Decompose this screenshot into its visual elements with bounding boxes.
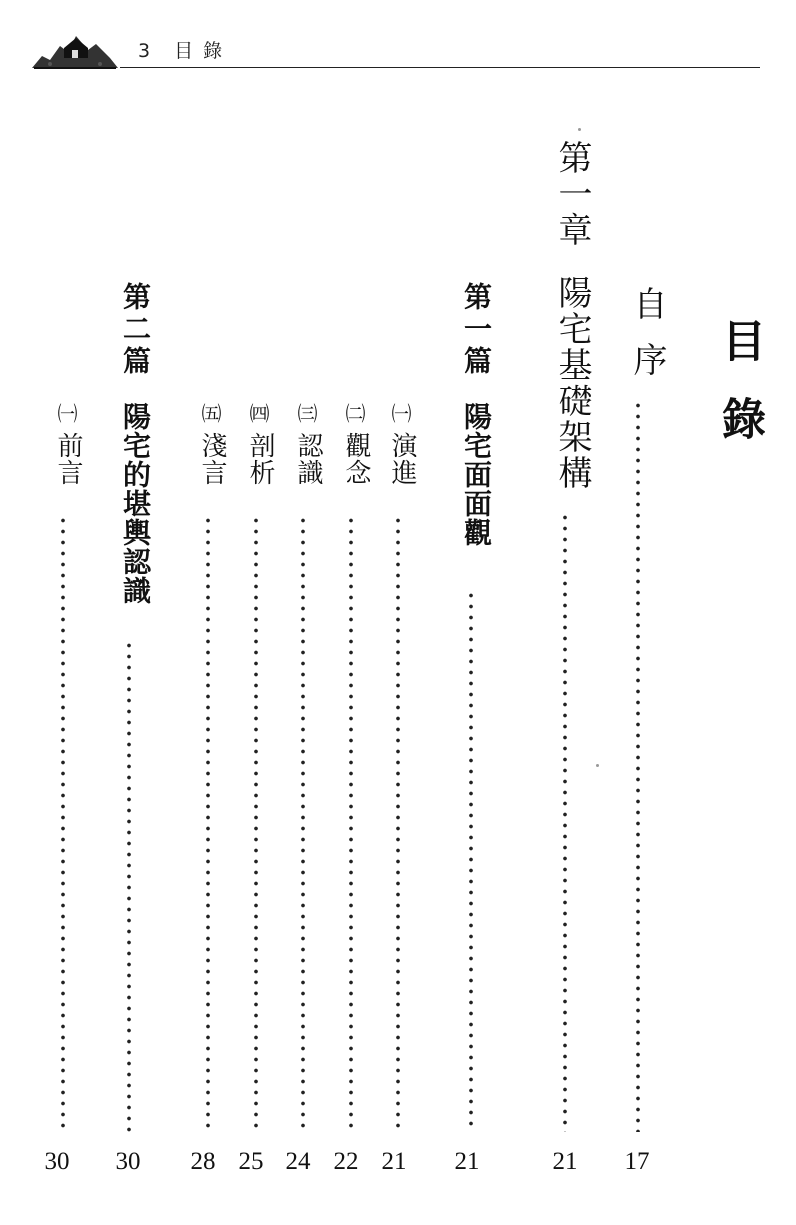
toc-part1-item2-marker: ㈡ (342, 403, 366, 421)
toc-part1-item3-page: 24 (285, 1148, 311, 1175)
toc-part1-item1-title: 演進 (387, 432, 417, 486)
toc-part1-item3-title: 認識 (293, 432, 323, 486)
toc-part1-item4-marker: ㈣ (246, 403, 270, 421)
toc-part1-item5-page: 28 (190, 1148, 216, 1175)
toc-part2-leader (127, 640, 131, 1132)
toc-preface-leader (636, 400, 640, 1132)
toc-part1-item5-title: 淺言 (197, 432, 227, 486)
toc-part1-leader (469, 590, 473, 1132)
toc-chapter1-leader (563, 512, 567, 1132)
running-header (0, 0, 796, 90)
toc-part1-label: 第一篇 (460, 282, 493, 378)
toc-part1-page: 21 (454, 1148, 480, 1175)
toc-part2-page: 30 (115, 1148, 141, 1175)
header-text (138, 36, 232, 63)
toc-part2-item1-title: 前言 (53, 432, 83, 486)
toc-part2-title: 陽宅的堪輿認識 (119, 402, 152, 605)
toc-part1-title: 陽宅面面觀 (460, 402, 493, 547)
toc-part2-item1-marker: ㈠ (54, 403, 78, 421)
header-rule (120, 67, 760, 68)
toc-part1-item1-marker: ㈠ (388, 403, 412, 421)
toc-part1-item3-marker: ㈢ (294, 403, 318, 421)
toc-part1-item5-leader (206, 515, 210, 1132)
toc-preface-page: 17 (624, 1148, 650, 1175)
toc-part1-item3-leader (301, 515, 305, 1132)
toc-part1-item2-page: 22 (333, 1148, 359, 1175)
toc-part1-item4-page: 25 (238, 1148, 264, 1175)
toc-preface-title: 自序 (627, 286, 667, 398)
header-section-title: 目錄 (174, 40, 233, 62)
toc-part1-item2-title: 觀念 (341, 432, 371, 486)
toc-part2-item1-leader (61, 515, 65, 1132)
toc-chapter1-title: 陽宅基礎架構 (552, 275, 592, 491)
toc-part2-item1-page: 30 (44, 1148, 70, 1175)
house-logo-icon (30, 22, 120, 72)
paper-speck (596, 764, 599, 767)
toc-part1-item1-page: 21 (381, 1148, 407, 1175)
toc-part1-item5-marker: ㈤ (198, 403, 222, 421)
toc-chapter1-page: 21 (552, 1148, 578, 1175)
toc-part1-item4-leader (254, 515, 258, 1132)
toc-title: 目錄 (714, 318, 765, 474)
header-page-number: 3 (138, 40, 161, 62)
toc-part1-item2-leader (349, 515, 353, 1132)
toc-part1-item1-leader (396, 515, 400, 1132)
paper-speck (578, 128, 581, 131)
toc-chapter1-label: 第一章 (552, 140, 592, 248)
toc-part1-item4-title: 剖析 (245, 432, 275, 486)
toc-part2-label: 第二篇 (119, 282, 152, 378)
